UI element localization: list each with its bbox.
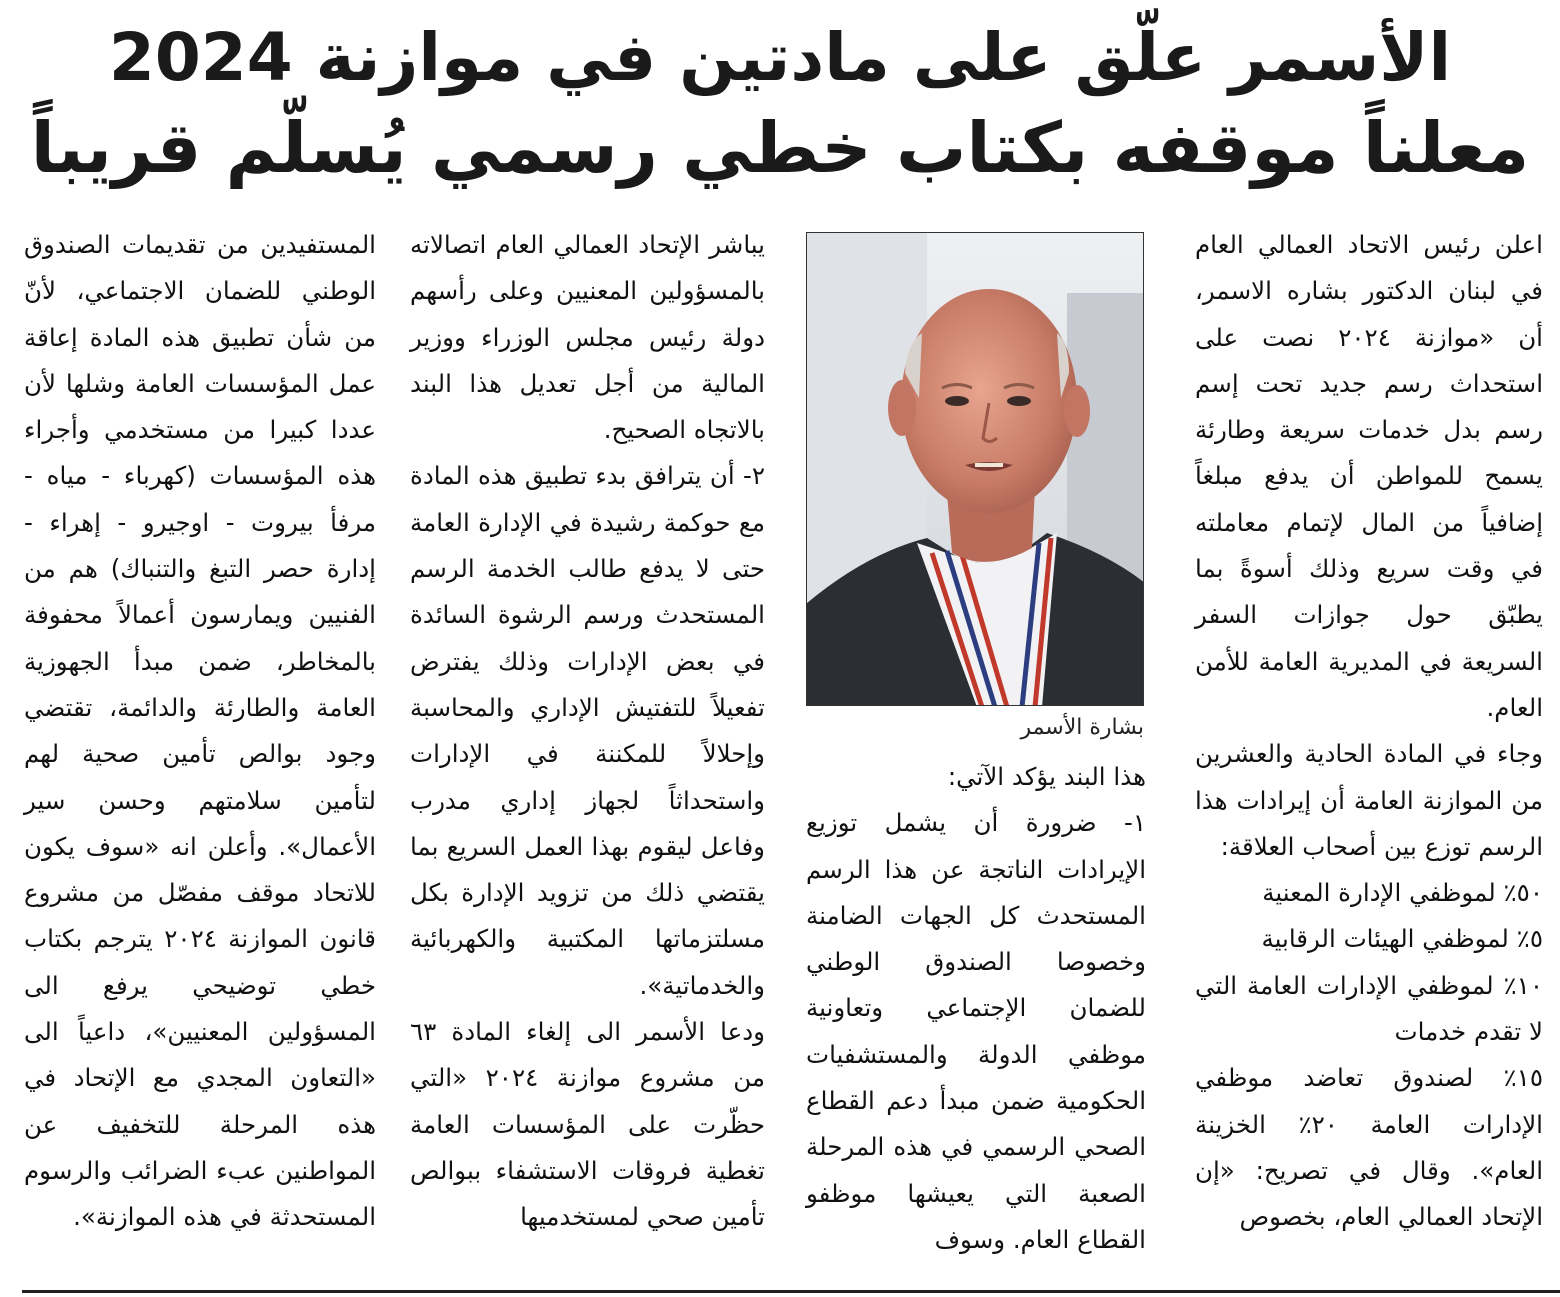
paragraph: اعلن رئيس الاتحاد العمالي العام في لبنان الدكتور بشاره الاسمر، أن «موازنة ٢٠٢٤ نصت على استحداث رسم جديد تحت إسم رسم بدل خدمات سريعة وطارئة يسمح للمواطن أن يدفع مبلغاً إضافياً من المال لإتمام معاملته في وقت سريع وذلك أسوةً بما يطبّق حول جوازات السفر السريعة في المديرية العامة للأمن العام. (1195, 230, 1543, 722)
paragraph: يباشر الإتحاد العمالي العام اتصالاته بالمسؤولين المعنيين وعلى رأسهم دولة رئيس مجلس الوزراء ووزير المالية من أجل تعديل هذا البند بالاتجاه الصحيح. (410, 230, 765, 445)
portrait-photo (806, 232, 1144, 706)
list-item: ٥٠٪ لموظفي الإدارة المعنية (1262, 878, 1543, 908)
article-column-4 (24, 222, 376, 1241)
paragraph: ١- ضرورة أن يشمل توزيع الإيرادات الناتجة عن هذا الرسم المستحدث كل الجهات الضامنة وخصوصا الصندوق الوطني للضمان الإجتماعي وتعاونية موظفي الدولة والمستشفيات الحكومية ضمن مبدأ دعم القطاع الصحي الرسمي في هذه المرحلة الصعبة التي يعيشها موظفو القطاع العام. وسوف (806, 808, 1146, 1254)
list-item: ٥٪ لموظفي الهيئات الرقابية (1261, 924, 1543, 954)
paragraph: هذا البند يؤكد الآتي: (947, 762, 1146, 791)
article-column-3 (410, 222, 765, 1241)
article-column-2 (806, 754, 1146, 1263)
paragraph: ودعا الأسمر الى إلغاء المادة ٦٣ من مشروع موازنة ٢٠٢٤ «التي حظّرت على المؤسسات العامة تغطية فروقات الاستشفاء ببوالص تأمين صحي لمستخدميها (410, 1017, 765, 1232)
portrait-image (807, 233, 1144, 706)
paragraph: ٢- أن يترافق بدء تطبيق هذه المادة مع حوكمة رشيدة في الإدارة العامة حتى لا يدفع طالب الخدمة الرسم المستحدث ورسم الرشوة السائدة في بعض الإدارات وذلك يفترض تفعيلاً للتفتيش الإداري والمحاسبة وإحلالاً للمكننة في الإدارات واستحداثاً لجهاز إداري مدرب وفاعل ليقوم بهذا العمل السريع بما يقتضي ذلك من تزويد الإدارة بكل مسلتزماتها المكتبية والكهربائية والخدماتية». (410, 461, 765, 1000)
headline-line-1: الأسمر علّق على مادتين في موازنة 2024 (108, 19, 1452, 96)
paragraph: وجاء في المادة الحادية والعشرين من الموازنة العامة أن إيرادات هذا الرسم توزع بين أصحاب العلاقة: (1195, 739, 1543, 861)
headline-line-2: معلناً موقفه بكتاب خطي رسمي يُسلّم قريباً (30, 107, 1530, 189)
article-column-1 (1195, 222, 1543, 1241)
list-item: ١٠٪ لموظفي الإدارات العامة التي لا تقدم خدمات (1195, 970, 1543, 1047)
photo-caption: بشارة الأسمر (1020, 715, 1144, 740)
paragraph: المستفيدين من تقديمات الصندوق الوطني للضمان الاجتماعي، لأنّ من شأن تطبيق هذه المادة إعاقة عمل المؤسسات العامة وشلها لأن عددا كبيرا من مستخدمي وأجراء هذه المؤسسات (كهرباء - مياه - مرفأ بيروت - اوجيرو - إهراء - إدارة حصر التبغ والتنباك) هم من الفنيين ويمارسون أعمالاً محفوفة بالمخاطر، ضمن مبدأ الجهوزية العامة والطارئة والدائمة، تقتضي وجود بوالص تأمين صحية لهم لتأمين سلامتهم وحسن سير الأعمال». وأعلن انه «سوف يكون للاتحاد موقف مفصّل من مشروع قانون الموازنة ٢٠٢٤ يترجم بكتاب خطي توضيحي يرفع الى المسؤولين المعنيين»، داعياً الى «التعاون المجدي مع الإتحاد في هذه المرحلة للتخفيف عن المواطنين عبء الضرائب والرسوم المستحدثة في هذه الموازنة». (24, 230, 377, 1232)
bottom-divider (22, 1290, 1560, 1293)
list-item: ١٥٪ لصندوق تعاضد موظفي الإدارات العامة ٢٠٪ الخزينة العام». وقال في تصريح: «إن الإتحاد العمالي العام، بخصوص (1195, 1063, 1543, 1232)
